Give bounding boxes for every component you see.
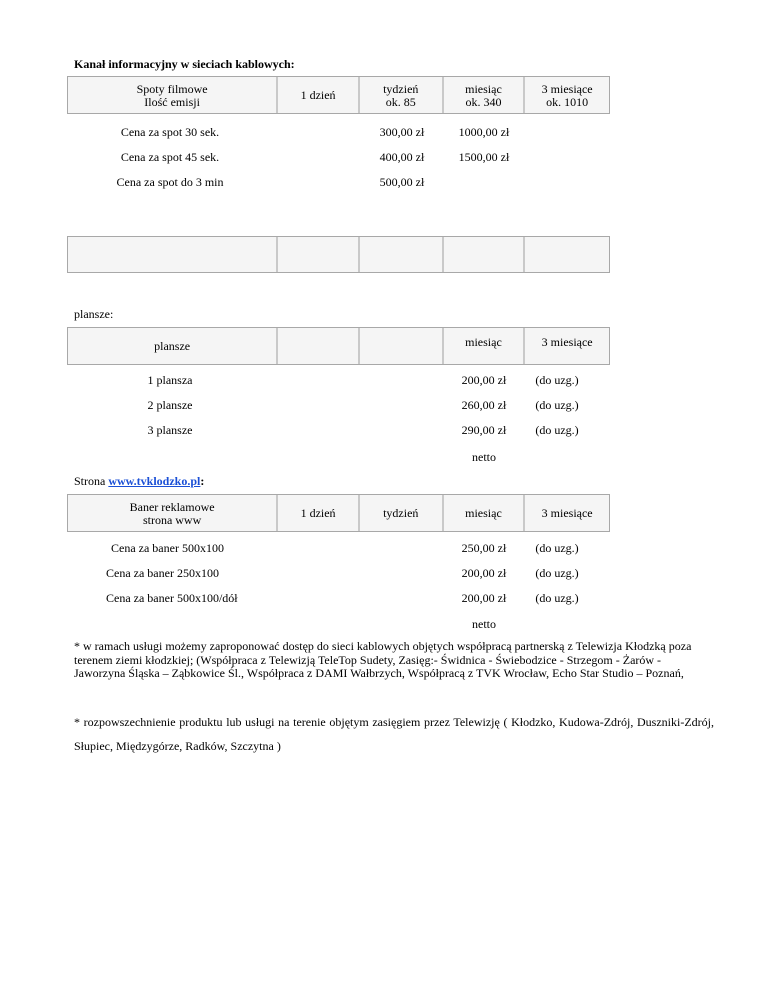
netto-note: netto (472, 450, 496, 464)
row-price-3months: (do uzg.) (535, 398, 579, 412)
header-cell-month (444, 495, 526, 531)
empty-table-row (67, 236, 610, 273)
header-3months-line1: 3 miesiące (541, 82, 593, 96)
header-cell-day (278, 77, 360, 113)
header-month-line1: miesiąc (465, 82, 502, 96)
row-label: 2 plansze (147, 398, 193, 412)
footnote-cooperation: * w ramach usługi możemy zaproponować dostęp do sieci kablowych objętych współpracą partnerską z Telewizja Kłodzką poza terenem ziemi kłodzkiej; (Współpraca z Telewizją TeleTop Sudety, Zasięg:- Świdnica - Świebodzice - Strzegom - Żarów - Jaworzyna Śląska – Ząbkowice Śl., Współpraca z DAMI Wałbrzych, Współpracą z TVK Wrocław, Echo Star Studio – Poznań, (74, 639, 692, 680)
row-label: 1 plansza (147, 373, 193, 387)
footnote-distribution: * rozpowszechnienie produktu lub usługi na terenie objętym zasięgiem przez Telewizję ( Kłodzko, Kudowa-Zdrój, Duszniki-Zdrój, Słupiec, Międzygórze, Radków, Szczytna ) (74, 715, 714, 753)
header-spots-line2: Ilość emisji (144, 95, 200, 109)
row-price-month: 1000,00 zł (458, 125, 510, 139)
header-month-line2: ok. 340 (465, 95, 502, 109)
empty-cell (444, 237, 526, 272)
row-price-3months: (do uzg.) (535, 591, 579, 605)
row-price-month: 260,00 zł (461, 398, 507, 412)
row-price-week: 500,00 zł (379, 175, 425, 189)
row-label: Cena za baner 500x100/dół (106, 591, 238, 605)
header-cell-boards (68, 328, 278, 364)
section-title-www (74, 474, 204, 489)
empty-cell (68, 237, 278, 272)
row-label: Cena za baner 250x100 (106, 566, 219, 580)
header-cell-3months (525, 328, 609, 364)
header-banner-line2: strona www (142, 513, 202, 527)
header-cell-day (278, 495, 360, 531)
website-link[interactable]: www.tvklodzko.pl (108, 474, 201, 488)
row-label: Cena za spot 30 sek. (120, 125, 220, 139)
header-week-line2: ok. 85 (385, 95, 416, 109)
header-day: 1 dzień (300, 88, 336, 102)
header-boards: plansze (154, 338, 191, 353)
header-cell-month (444, 328, 526, 364)
row-price-month: 250,00 zł (461, 541, 507, 555)
header-3months: 3 miesiące (541, 335, 593, 349)
row-price-month: 200,00 zł (461, 566, 507, 580)
header-3months-line2: ok. 1010 (546, 95, 589, 109)
empty-cell (360, 237, 444, 272)
header-cell-empty (278, 328, 360, 364)
header-week-line1: tydzień (383, 82, 419, 96)
table-header-boards (67, 327, 610, 365)
row-price-month: 290,00 zł (461, 423, 507, 437)
header-month: miesiąc (465, 505, 502, 520)
header-cell-banner (68, 495, 278, 531)
header-cell-empty (360, 328, 444, 364)
section-title-cable: Kanał informacyjny w sieciach kablowych: (74, 57, 295, 71)
row-price-week: 300,00 zł (379, 125, 425, 139)
header-week: tydzień (383, 506, 419, 520)
header-spots-line1: Spoty filmowe (136, 82, 208, 96)
row-label: 3 plansze (147, 423, 193, 437)
empty-cell (525, 237, 609, 272)
header-month: miesiąc (465, 335, 502, 349)
row-price-month: 200,00 zł (461, 373, 507, 387)
row-price-3months: (do uzg.) (535, 541, 579, 555)
header-cell-spots (68, 77, 278, 113)
section-title-prefix: Strona (74, 474, 109, 488)
row-price-3months: (do uzg.) (535, 423, 579, 437)
header-cell-3months (525, 77, 609, 113)
header-cell-week (360, 77, 444, 113)
row-label: Cena za baner 500x100 (111, 541, 224, 555)
table-header-spots (67, 76, 610, 114)
row-price-month: 200,00 zł (461, 591, 507, 605)
header-day: 1 dzień (300, 506, 336, 520)
row-price-month: 1500,00 zł (458, 150, 510, 164)
header-banner-line1: Baner reklamowe (129, 500, 215, 514)
row-label: Cena za spot do 3 min (116, 175, 224, 189)
netto-note: netto (472, 617, 496, 631)
row-price-3months: (do uzg.) (535, 566, 579, 580)
empty-cell (278, 237, 360, 272)
section-title-boards: plansze: (74, 307, 114, 321)
header-cell-week (360, 495, 444, 531)
row-price-week: 400,00 zł (379, 150, 425, 164)
header-cell-month (444, 77, 526, 113)
section-title-suffix: : (200, 474, 205, 488)
table-header-banners (67, 494, 610, 532)
row-label: Cena za spot 45 sek. (120, 150, 220, 164)
row-price-3months: (do uzg.) (535, 373, 579, 387)
header-cell-3months (525, 495, 609, 531)
header-3months: 3 miesiące (541, 505, 593, 520)
